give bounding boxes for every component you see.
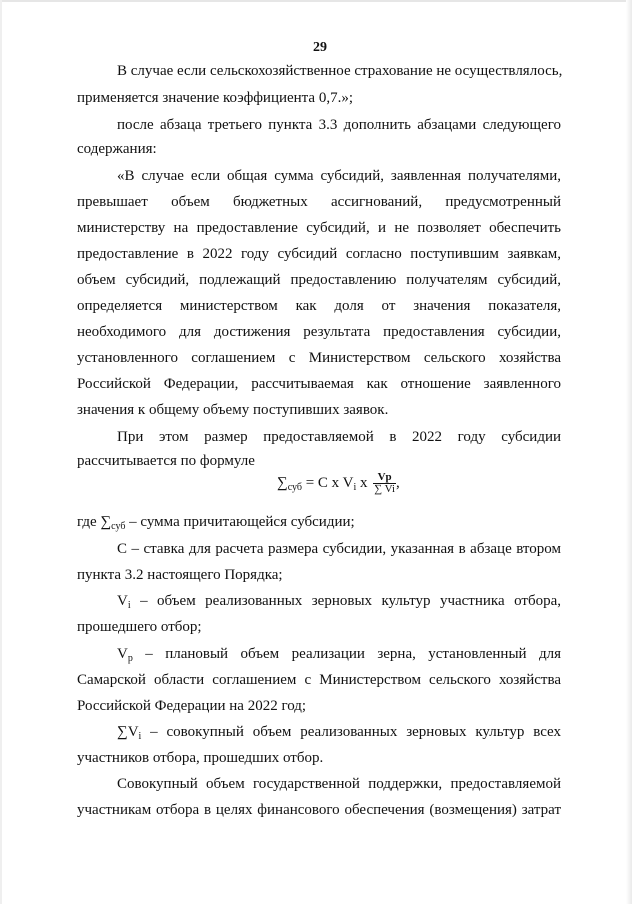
svi-subscript: i <box>138 731 142 742</box>
scan-edge-right <box>626 0 632 904</box>
vi-subscript: i <box>127 600 131 611</box>
text-line: пункта 3.2 настоящего Порядка; <box>77 567 283 583</box>
text-line: объем субсидий, подлежащий предоставлению получателям субсидий, <box>77 272 561 288</box>
definition-line-vi <box>117 592 561 615</box>
text-line: В случае если сельскохозяйственное страхование не осуществлялось, <box>117 63 563 79</box>
text-line: предоставление в 2022 году субсидий согласно поступившим заявкам, <box>77 246 561 262</box>
text-line: определяется министерством как доля от значения показателя, <box>77 298 561 314</box>
text-line: C – ставка для расчета размера субсидии, указанная в абзаце втором <box>117 541 561 557</box>
text-line: значения к общему объему поступивших заявок. <box>77 402 389 418</box>
vi-text: – объем реализованных зерновых культур участника отбора, <box>130 593 561 609</box>
text-line: установленного соглашением с Министерством сельского хозяйства <box>77 350 561 366</box>
text-line: содержания: <box>77 141 157 157</box>
text-line: после абзаца третьего пункта 3.3 дополнить абзацами следующего <box>117 117 561 133</box>
text-line: превышает объем бюджетных ассигнований, предусмотренный <box>77 194 561 210</box>
svi-symbol: ∑V <box>117 724 139 740</box>
text-line: участникам отбора в целях финансового обеспечения (возмещения) затрат <box>77 802 561 818</box>
formula-sum-symbol: ∑ <box>277 474 288 491</box>
text-line: применяется значение коэффициента 0,7.»; <box>77 90 353 106</box>
vp-symbol: V <box>117 646 128 662</box>
vp-text: – плановый объем реализации зерна, установленный для <box>132 646 561 662</box>
where-text: – сумма причитающейся субсидии; <box>125 514 355 530</box>
subsidy-formula <box>277 472 400 495</box>
text-line: «В случае если общая сумма субсидий, заявленная получателями, <box>117 168 561 184</box>
text-line: рассчитывается по формуле <box>77 453 255 469</box>
formula-sum-subscript: суб <box>287 481 302 493</box>
formula-equals: = C x V <box>301 474 354 491</box>
text-line: Российской Федерации на 2022 год; <box>77 698 307 714</box>
definition-line-sum <box>77 513 355 536</box>
text-line: При этом размер предоставляемой в 2022 году субсидии <box>117 429 561 445</box>
text-line: министерству на предоставление субсидий, и не позволяет обеспечить <box>77 220 561 236</box>
formula-numerator: Vp <box>373 472 396 484</box>
text-line: Самарской области соглашением с Министерством сельского хозяйства <box>77 672 561 688</box>
svi-text: – совокупный объем реализованных зерновых культур всех <box>141 724 561 740</box>
formula-tail: , <box>396 474 400 491</box>
scan-edge-left <box>0 0 2 904</box>
text-line: Российской Федерации, рассчитываемая как отношение заявленного <box>77 376 561 392</box>
formula-times: x <box>356 474 372 491</box>
scan-edge-top <box>0 0 632 2</box>
vi-symbol: V <box>117 593 128 609</box>
definition-line-vp <box>117 645 561 668</box>
where-sum-symbol: ∑ <box>100 514 112 530</box>
definition-line-sum-vi <box>117 723 561 746</box>
where-sum-subscript: суб <box>111 521 126 532</box>
vp-subscript: p <box>127 653 133 664</box>
formula-fraction <box>373 472 396 495</box>
formula-vi-subscript: i <box>353 481 357 493</box>
page-number: 29 <box>313 40 327 55</box>
text-line: необходимого для достижения результата предоставления субсидии, <box>77 324 561 340</box>
text-line: участников отбора, прошедших отбор. <box>77 750 324 766</box>
text-line: Совокупный объем государственной поддержки, предоставляемой <box>117 776 561 792</box>
text-line: прошедшего отбор; <box>77 619 202 635</box>
where-prefix: где <box>77 514 101 530</box>
formula-denominator: ∑ Vi <box>374 483 396 495</box>
